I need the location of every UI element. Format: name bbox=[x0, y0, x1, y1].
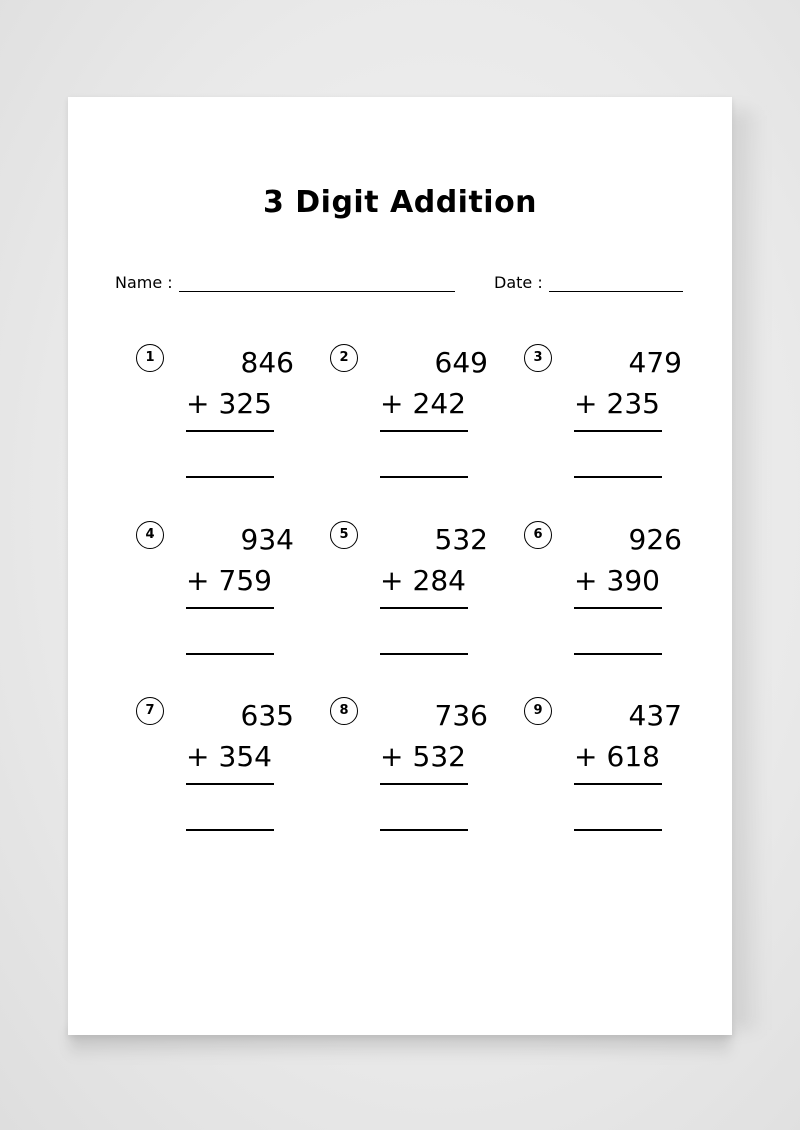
date-line[interactable] bbox=[549, 273, 683, 292]
problem-number-badge: 5 bbox=[330, 521, 358, 549]
sum-line bbox=[574, 783, 662, 785]
sum-line bbox=[380, 783, 468, 785]
plus-sign: + bbox=[380, 564, 404, 597]
bottom-addend: 618 bbox=[606, 740, 660, 773]
problem-3 bbox=[524, 344, 684, 484]
problem-number-badge: 2 bbox=[330, 344, 358, 372]
bottom-addend-row bbox=[380, 740, 468, 773]
bottom-addend: 284 bbox=[412, 564, 466, 597]
plus-sign: + bbox=[186, 564, 210, 597]
answer-line[interactable] bbox=[186, 476, 274, 478]
date-label: Date : bbox=[494, 273, 543, 292]
problem-number-badge: 3 bbox=[524, 344, 552, 372]
problem-6 bbox=[524, 521, 684, 661]
bottom-addend: 354 bbox=[218, 740, 272, 773]
top-addend: 635 bbox=[240, 699, 294, 732]
top-addend: 479 bbox=[628, 346, 682, 379]
problem-2 bbox=[330, 344, 490, 484]
sum-line bbox=[186, 783, 274, 785]
name-line[interactable] bbox=[179, 273, 455, 292]
plus-sign: + bbox=[380, 740, 404, 773]
bottom-addend-row bbox=[574, 564, 662, 597]
answer-line[interactable] bbox=[380, 476, 468, 478]
worksheet-title: 3 Digit Addition bbox=[262, 185, 538, 220]
plus-sign: + bbox=[186, 387, 210, 420]
problem-5 bbox=[330, 521, 490, 661]
answer-line[interactable] bbox=[186, 653, 274, 655]
plus-sign: + bbox=[574, 387, 598, 420]
problem-number-badge: 8 bbox=[330, 697, 358, 725]
problem-number-badge: 4 bbox=[136, 521, 164, 549]
bottom-addend-row bbox=[380, 564, 468, 597]
plus-sign: + bbox=[574, 564, 598, 597]
bottom-addend: 759 bbox=[218, 564, 272, 597]
worksheet-page bbox=[68, 97, 732, 1035]
name-field bbox=[115, 273, 455, 292]
bottom-addend-row bbox=[186, 740, 274, 773]
bottom-addend: 532 bbox=[412, 740, 466, 773]
top-addend: 532 bbox=[434, 523, 488, 556]
name-label: Name : bbox=[115, 273, 173, 292]
problem-number-badge: 6 bbox=[524, 521, 552, 549]
problem-1 bbox=[136, 344, 296, 484]
sum-line bbox=[186, 607, 274, 609]
bottom-addend: 235 bbox=[606, 387, 660, 420]
top-addend: 437 bbox=[628, 699, 682, 732]
top-addend: 846 bbox=[240, 346, 294, 379]
bottom-addend-row bbox=[186, 564, 274, 597]
bottom-addend-row bbox=[574, 740, 662, 773]
bottom-addend-row bbox=[380, 387, 468, 420]
answer-line[interactable] bbox=[574, 476, 662, 478]
bottom-addend: 242 bbox=[412, 387, 466, 420]
plus-sign: + bbox=[380, 387, 404, 420]
sum-line bbox=[574, 607, 662, 609]
problem-number-badge: 7 bbox=[136, 697, 164, 725]
sum-line bbox=[380, 430, 468, 432]
problem-4 bbox=[136, 521, 296, 661]
top-addend: 934 bbox=[240, 523, 294, 556]
plus-sign: + bbox=[186, 740, 210, 773]
sum-line bbox=[186, 430, 274, 432]
problem-7 bbox=[136, 697, 296, 837]
answer-line[interactable] bbox=[380, 653, 468, 655]
date-field bbox=[494, 273, 683, 292]
problem-9 bbox=[524, 697, 684, 837]
bottom-addend-row bbox=[186, 387, 274, 420]
bottom-addend-row bbox=[574, 387, 662, 420]
answer-line[interactable] bbox=[574, 829, 662, 831]
bottom-addend: 325 bbox=[218, 387, 272, 420]
top-addend: 649 bbox=[434, 346, 488, 379]
sum-line bbox=[380, 607, 468, 609]
answer-line[interactable] bbox=[380, 829, 468, 831]
top-addend: 736 bbox=[434, 699, 488, 732]
answer-line[interactable] bbox=[574, 653, 662, 655]
answer-line[interactable] bbox=[186, 829, 274, 831]
plus-sign: + bbox=[574, 740, 598, 773]
top-addend: 926 bbox=[628, 523, 682, 556]
paper-shadow-right bbox=[728, 110, 764, 1030]
problem-number-badge: 9 bbox=[524, 697, 552, 725]
problem-number-badge: 1 bbox=[136, 344, 164, 372]
bottom-addend: 390 bbox=[606, 564, 660, 597]
problem-8 bbox=[330, 697, 490, 837]
sum-line bbox=[574, 430, 662, 432]
